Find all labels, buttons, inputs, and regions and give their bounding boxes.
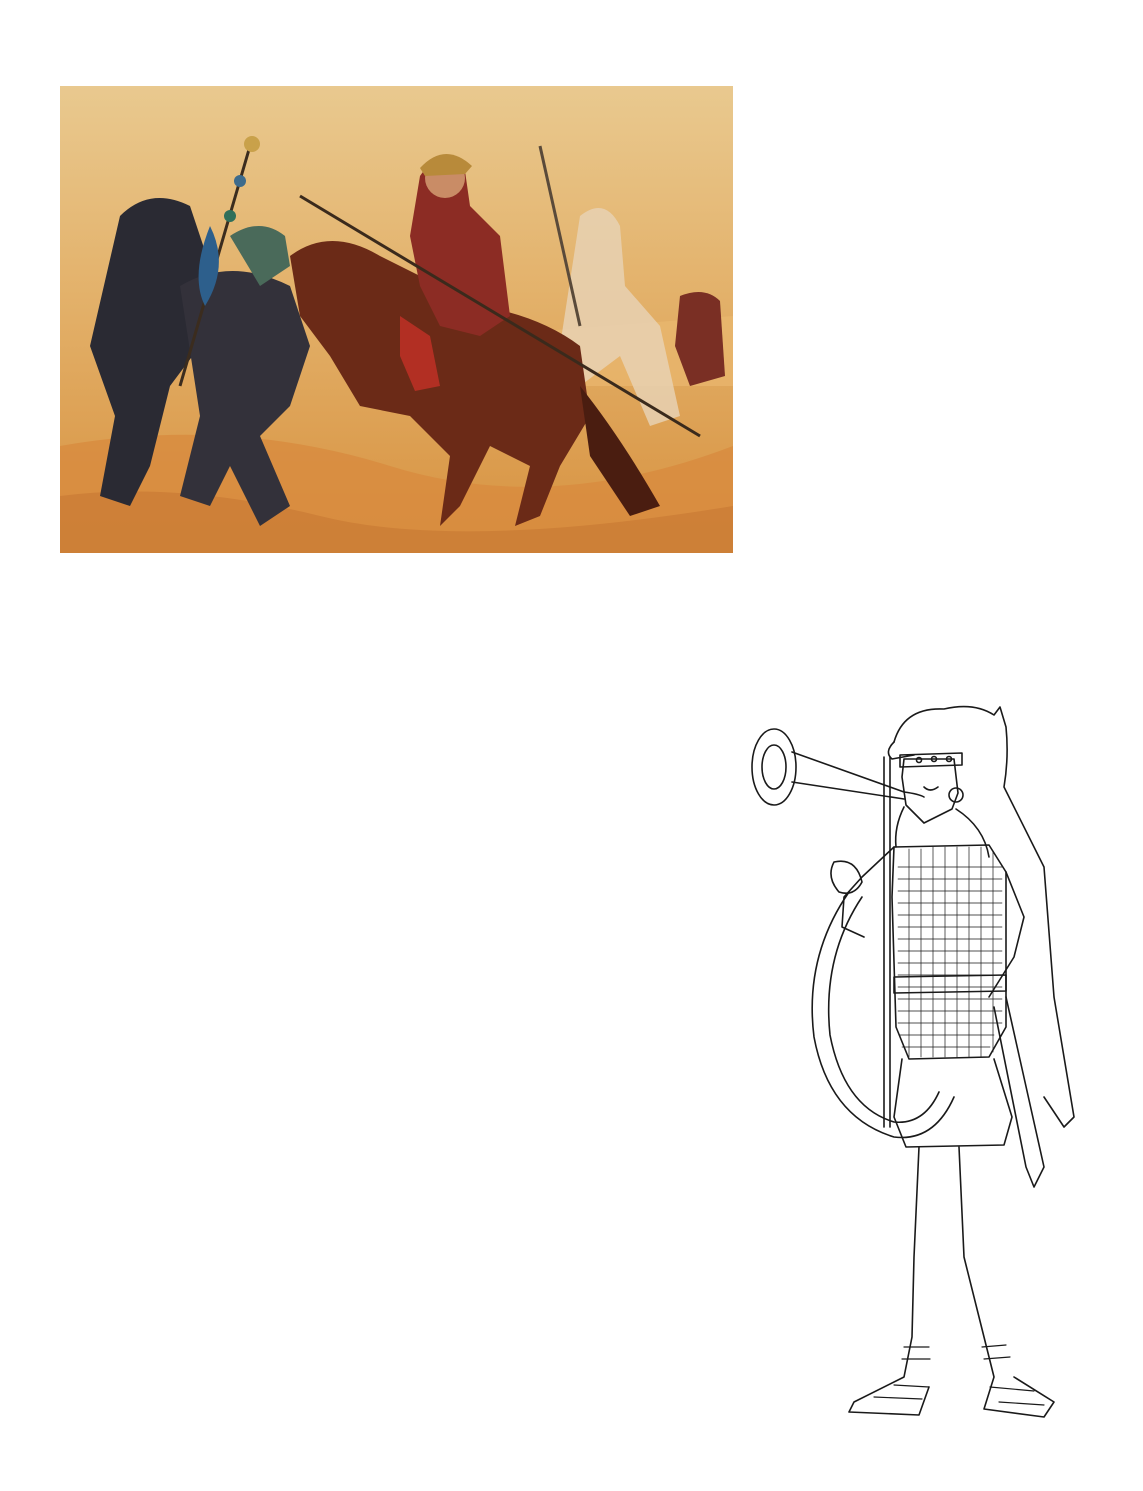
battle-painting (60, 86, 733, 553)
roman-trumpeter-illustration (744, 697, 1094, 1423)
running-header (1071, 44, 1081, 66)
text-column-right (410, 586, 734, 610)
